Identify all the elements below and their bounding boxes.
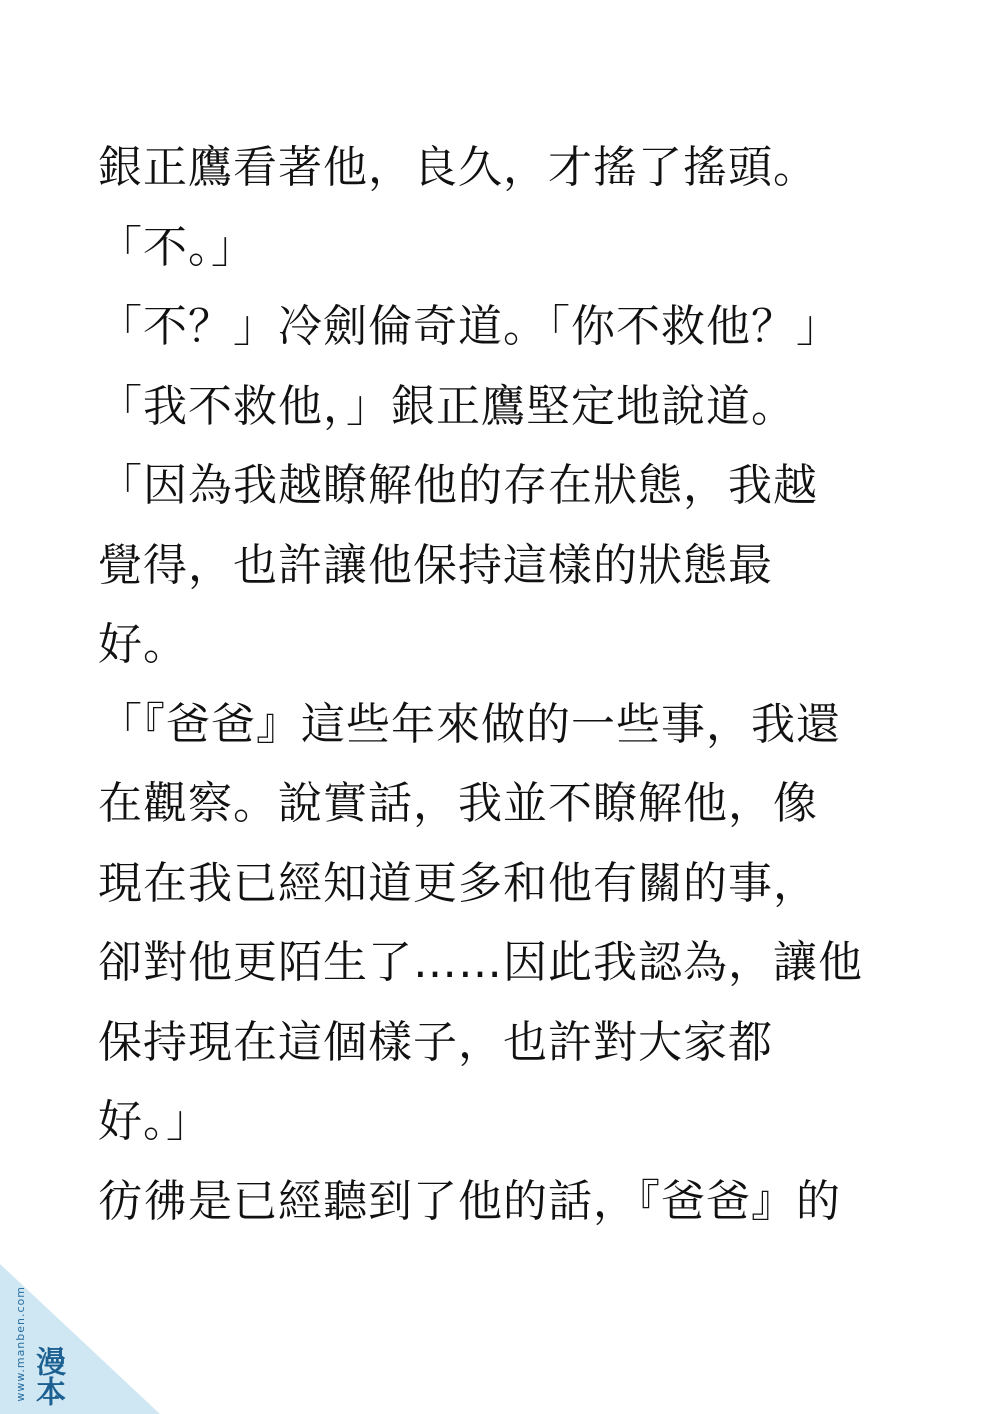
text-line: 「『爸爸』這些年來做的一些事，我還 xyxy=(98,698,841,750)
text-line: 好。」 xyxy=(98,1096,211,1147)
text-line: 在觀察。說實話，我並不瞭解他，像 xyxy=(98,778,818,829)
text-line: 「不？」冷劍倫奇道。「你不救他？」 xyxy=(98,301,841,352)
text-line: 銀正鷹看著他，良久，才搖了搖頭。 xyxy=(98,142,818,193)
text-line: 彷彿是已經聽到了他的話，『爸爸』的 xyxy=(98,1175,841,1227)
site-watermark xyxy=(0,1264,170,1414)
text-line: 「因為我越瞭解他的存在狀態，我越 xyxy=(98,460,818,511)
text-line: 卻對他更陌生了……因此我認為，讓他 xyxy=(98,937,863,988)
text-line: 現在我已經知道更多和他有關的事， xyxy=(98,857,818,909)
watermark-url: www.manben.com xyxy=(14,1286,27,1402)
text-line: 好。 xyxy=(98,619,188,670)
watermark-logo: 漫本 xyxy=(30,1346,65,1406)
text-line: 「不。」 xyxy=(98,221,256,273)
page-body-text xyxy=(98,128,958,1241)
text-line: 「我不救他，」銀正鷹堅定地說道。 xyxy=(98,380,796,432)
text-line: 保持現在這個樣子，也許對大家都 xyxy=(98,1016,773,1068)
text-line: 覺得，也許讓他保持這樣的狀態最 xyxy=(98,539,773,591)
